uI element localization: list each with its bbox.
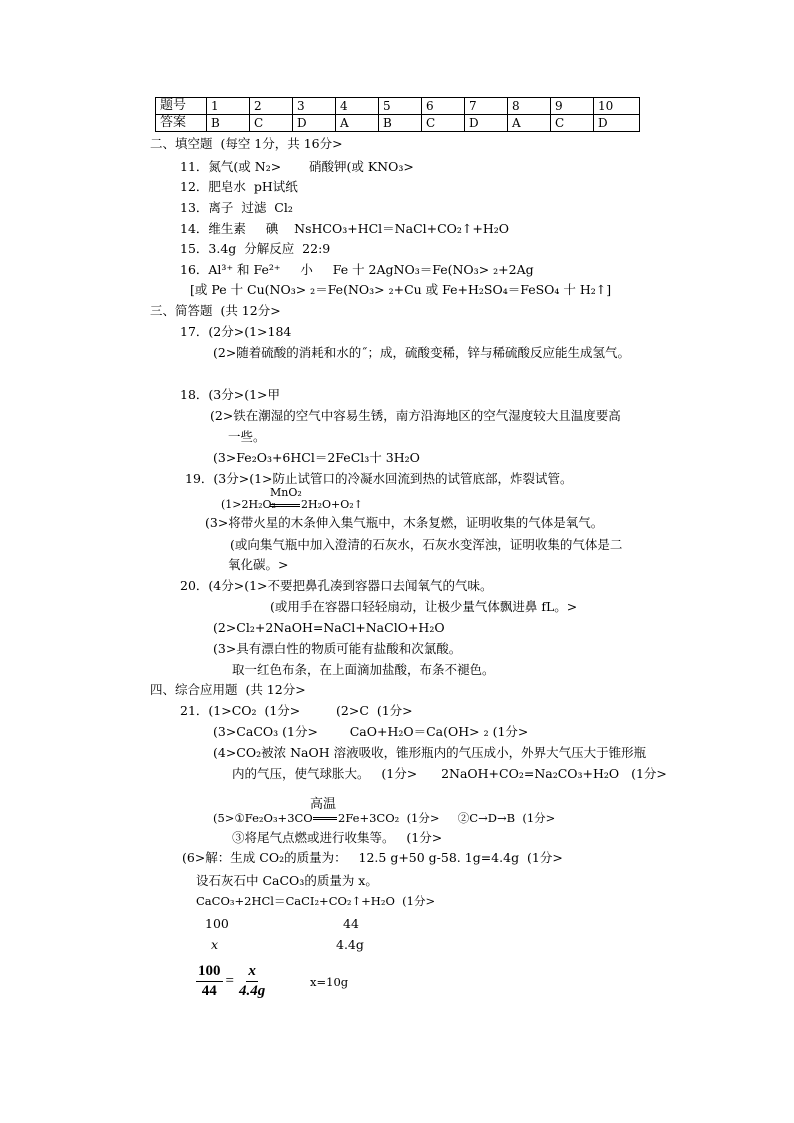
denominator: 44 [201,983,217,999]
table-cell: 8 [508,98,551,115]
answer-line: 15．3.4g 分解反应 22:9 [180,241,331,256]
reaction-equals-sign [270,504,300,507]
result-x: x=10g [310,975,349,989]
answer-line: 21．(1>CO₂ (1分> (2>C (1分> [180,703,413,718]
table-cell: A [508,115,551,132]
answer-line: 13．离子 过滤 Cl₂ [180,200,293,215]
table-cell: D [293,115,336,132]
answer-line: 一些。 [228,429,266,444]
section-heading: 四、综合应用题 (共 12分> [150,682,306,697]
answer-line: 内的气压，使气球胀大。 (1分> 2NaOH+CO₂=Na₂CO₃+H₂O (1分> [232,766,667,781]
section-heading: 二、填空题 (每空 1分，共 16分> [150,136,343,151]
reaction-condition: 高温 [310,797,337,812]
answer-line: (3>将带火星的木条伸入集气瓶中，木条复燃，证明收集的气体是氧气。 [205,515,604,530]
table-cell: 10 [594,98,640,115]
table-row-answers [156,115,640,132]
table-cell: 5 [379,98,422,115]
table-cell: B [379,115,422,132]
table-cell: D [594,115,640,132]
answer-line: 11．氮气(或 N₂> 硝酸钾(或 KNO₃> [180,159,414,174]
answer-line: ③将尾气点燃或进行收集等。 (1分> [232,830,443,845]
table-cell: C [422,115,465,132]
answer-line: (2>随着硫酸的消耗和水的˝；成，硫酸变稀，锌与稀硫酸反应能生成氢气。 [213,345,631,360]
answer-line: 14．维生素 碘 NsHCO₃+HCl＝NaCl+CO₂↑+H₂O [180,221,510,236]
answer-line: (3>Fe₂O₃+6HCl＝2FeCl₃十 3H₂O [213,450,420,465]
denominator: 4.4g [238,983,266,999]
fraction-right [237,962,267,1001]
answer-line: 17．(2分>(1>184 [180,324,292,339]
answer-line: (2>Cl₂+2NaOH=NaCl+NaClO+H₂O [213,620,445,635]
answer-line: 设石灰石中 CaCO₃的质量为 x。 [196,873,378,888]
reaction-equals-sign [313,817,337,820]
table-cell: A [336,115,379,132]
mass-co2: 4.4g [336,937,364,952]
table-cell: 2 [250,98,293,115]
answer-line: [或 Pe 十 Cu(NO₃> ₂＝Fe(NO₃> ₂+Cu 或 Fe+H₂SO₄＝FeSO₄ 十 H₂↑] [190,282,612,297]
reaction-condition: MnO₂ [270,486,302,499]
molar-mass-caco3: 100 [205,916,229,931]
answer-line: 12．肥皂水 pH试纸 [180,179,298,194]
answer-line: (4>CO₂被浓 NaOH 溶液吸收，锥形瓶内的气压成小，外界大气压大于锥形瓶 [213,745,647,760]
proportion-equation [196,962,267,1001]
numerator: x [246,962,258,982]
answer-line: 20．(4分>(1>不要把鼻孔凑到容器口去闻氧气的气味。 [180,578,493,593]
answer-line: (或向集气瓶中加入澄清的石灰水，石灰水变浑浊，证明收集的气体是二 [230,537,623,552]
section-heading: 三、简答题 (共 12分> [150,303,281,318]
answer-line: CaCO₃+2HCl＝CaCI₂+CO₂↑+H₂O (1分> [196,894,436,908]
table-cell: B [207,115,250,132]
row-label: 答案 [156,115,207,132]
equals-sign: = [225,973,234,989]
answer-line: (2>铁在潮湿的空气中容易生锈，南方沿海地区的空气湿度较大且温度要高 [210,408,621,423]
unknown-x: x [211,937,219,952]
answer-line: 18．(3分>(1>甲 [180,387,281,402]
table-cell: 9 [551,98,594,115]
row-label: 题号 [156,98,207,115]
table-cell: C [551,115,594,132]
answer-table [155,97,640,132]
answer-line: 取一红色布条，在上面滴加盐酸，布条不褪色。 [232,662,495,677]
equation-left: (5>①Fe₂O₃+3CO [213,811,313,825]
table-cell: 3 [293,98,336,115]
table-cell: 1 [207,98,250,115]
equation-right: 2H₂O+O₂↑ [301,498,363,511]
answer-line: (3>CaCO₃ (1分> CaO+H₂O＝Ca(OH> ₂ (1分> [213,724,529,739]
equation-left: (1>2H₂O₂ [221,498,276,511]
table-cell: C [250,115,293,132]
table-cell: 4 [336,98,379,115]
table-row-numbers [156,98,640,115]
table-cell: D [465,115,508,132]
answer-line: (或用手在容器口轻轻扇动，让极少量气体飘进鼻 fL。> [270,599,578,614]
table-cell: 6 [422,98,465,115]
fraction-left [196,962,223,1001]
equation-right: 2Fe+3CO₂ (1分> ②C→D→B (1分> [338,811,556,825]
numerator: 100 [196,962,223,982]
molar-mass-co2: 44 [343,916,359,931]
answer-line: 氧化碳。> [228,557,289,572]
table-cell: 7 [465,98,508,115]
answer-line: (3>具有漂白性的物质可能有盐酸和次氯酸。 [213,641,462,656]
answer-line: 16．Al³⁺ 和 Fe²⁺ 小 Fe 十 2AgNO₃＝Fe(NO₃> ₂+2Ag [180,262,534,277]
answer-line: 19．(3分>(1>防止试管口的冷凝水回流到热的试管底部，炸裂试管。 [185,471,573,486]
answer-line: (6>解：生成 CO₂的质量为： 12.5 g+50 g-58. 1g=4.4g (1分> [182,850,563,865]
